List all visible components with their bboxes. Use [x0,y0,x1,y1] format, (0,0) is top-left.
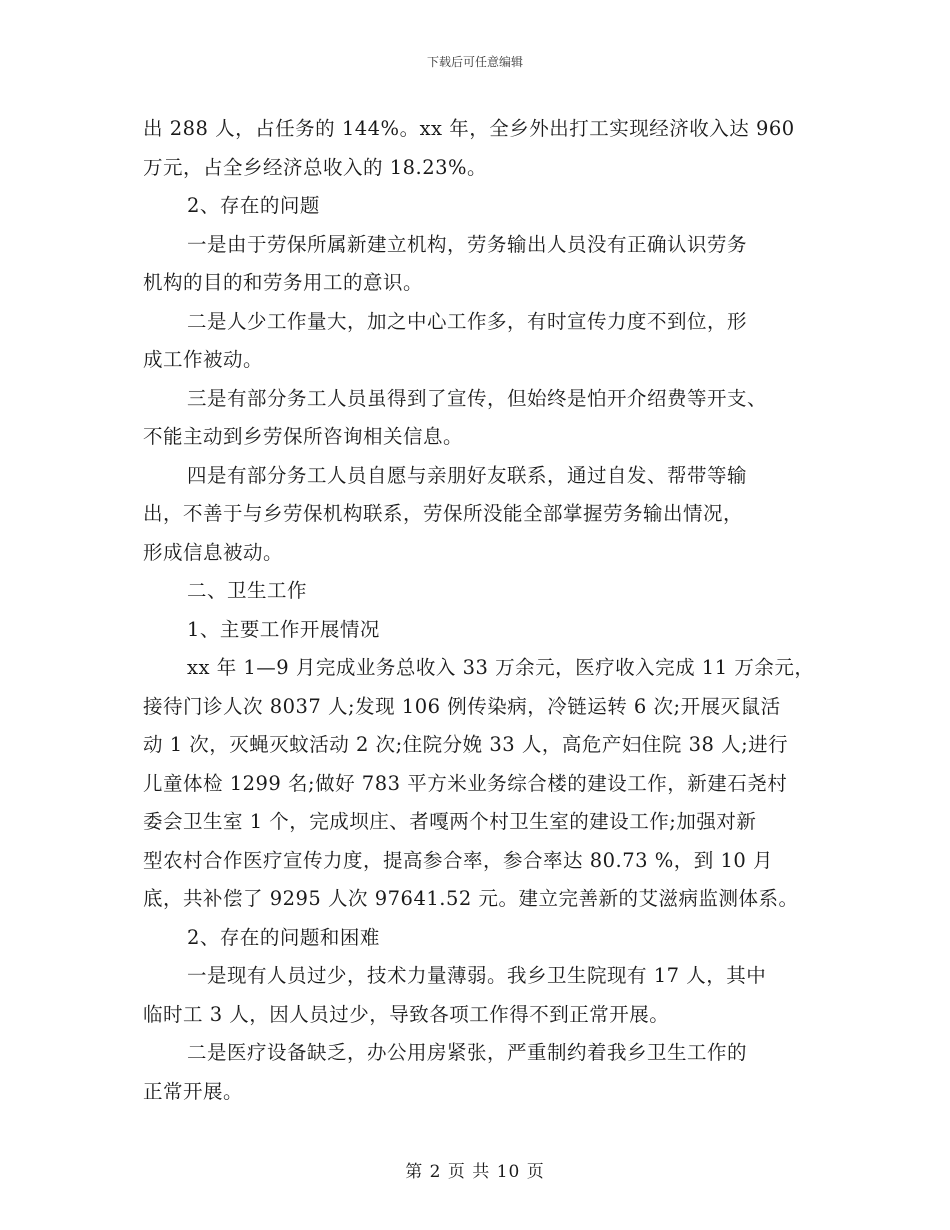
paragraph-heading-problems-1 [143,187,823,226]
text-line: 一是由于劳保所属新建立机构，劳务输出人员没有正确认识劳务 [187,232,748,256]
paragraph-heading-health [143,572,823,611]
paragraph-health-stats [143,649,823,919]
text-line: 儿童体检 1299 名;做好 783 平方米业务综合楼的建设工作，新建石尧村 [143,771,788,795]
text-line: 型农村合作医疗宣传力度，提高参合率，参合率达 80.73 %，到 10 月 [143,848,773,872]
paragraph-problem-3 [143,380,823,457]
text-line: 委会卫生室 1 个，完成坝庄、者嘎两个村卫生室的建设工作;加强对新 [143,810,757,833]
download-editable-note: 下载后可任意编辑 [426,55,523,69]
paragraph-problem-1 [143,226,823,303]
text-line: 不能主动到乡劳保所咨询相关信息。 [143,425,464,448]
document-body [143,110,823,1111]
text-line: 1、主要工作开展情况 [187,617,380,641]
paragraph-difficulty-1 [143,957,823,1034]
paragraph-difficulty-2 [143,1034,823,1111]
text-line: 形成信息被动。 [143,540,284,564]
text-line: 临时工 3 人，因人员过少，导致各项工作得不到正常开展。 [143,1002,670,1026]
paragraph-heading-main-work [143,611,823,650]
text-line: 四是有部分务工人员自愿与亲朋好友联系，通过自发、帮带等输 [187,463,748,487]
text-line: 机构的目的和劳务用工的意识。 [143,271,424,294]
text-line: 出 288 人，占任务的 144%。xx 年，全乡外出打工实现经济收入达 960 [143,117,795,140]
text-line: 2、存在的问题 [187,194,320,217]
text-line: 2、存在的问题和困难 [187,925,380,949]
text-line: 底，共补偿了 9295 人次 97641.52 元。建立完善新的艾滋病监测体系。 [143,887,799,910]
text-line: 动 1 次，灭蝇灭蚊活动 2 次;住院分娩 33 人，高危产妇住院 38 人;进行 [143,733,789,756]
paragraph-problem-4 [143,457,823,573]
text-line: 二是医疗设备缺乏，办公用房紧张，严重制约着我乡卫生工作的 [187,1041,748,1064]
text-line: xx 年 1—9 月完成业务总收入 33 万余元，医疗收入完成 11 万余元， [187,656,815,679]
text-line: 接待门诊人次 8037 人;发现 106 例传染病，冷链运转 6 次;开展灭鼠活 [143,694,781,718]
text-line: 三是有部分务工人员虽得到了宣传，但始终是怕开介绍费等开支、 [187,386,768,410]
text-line: 万元，占全乡经济总收入的 18.23%。 [143,155,488,179]
text-line: 出，不善于与乡劳保机构联系，劳保所没能全部掌握劳务输出情况， [143,502,744,525]
paragraph-labor-stats [143,110,823,187]
text-line: 成工作被动。 [143,348,264,371]
text-line: 一是现有人员过少，技术力量薄弱。我乡卫生院现有 17 人，其中 [187,964,767,987]
text-line: 二是人少工作量大，加之中心工作多，有时宣传力度不到位，形 [187,309,748,333]
page-number-footer: 第 2 页 共 10 页 [405,1162,545,1182]
paragraph-heading-problems-2 [143,919,823,958]
text-line: 正常开展。 [143,1079,244,1103]
paragraph-problem-2 [143,303,823,380]
text-line: 二、卫生工作 [187,579,308,602]
